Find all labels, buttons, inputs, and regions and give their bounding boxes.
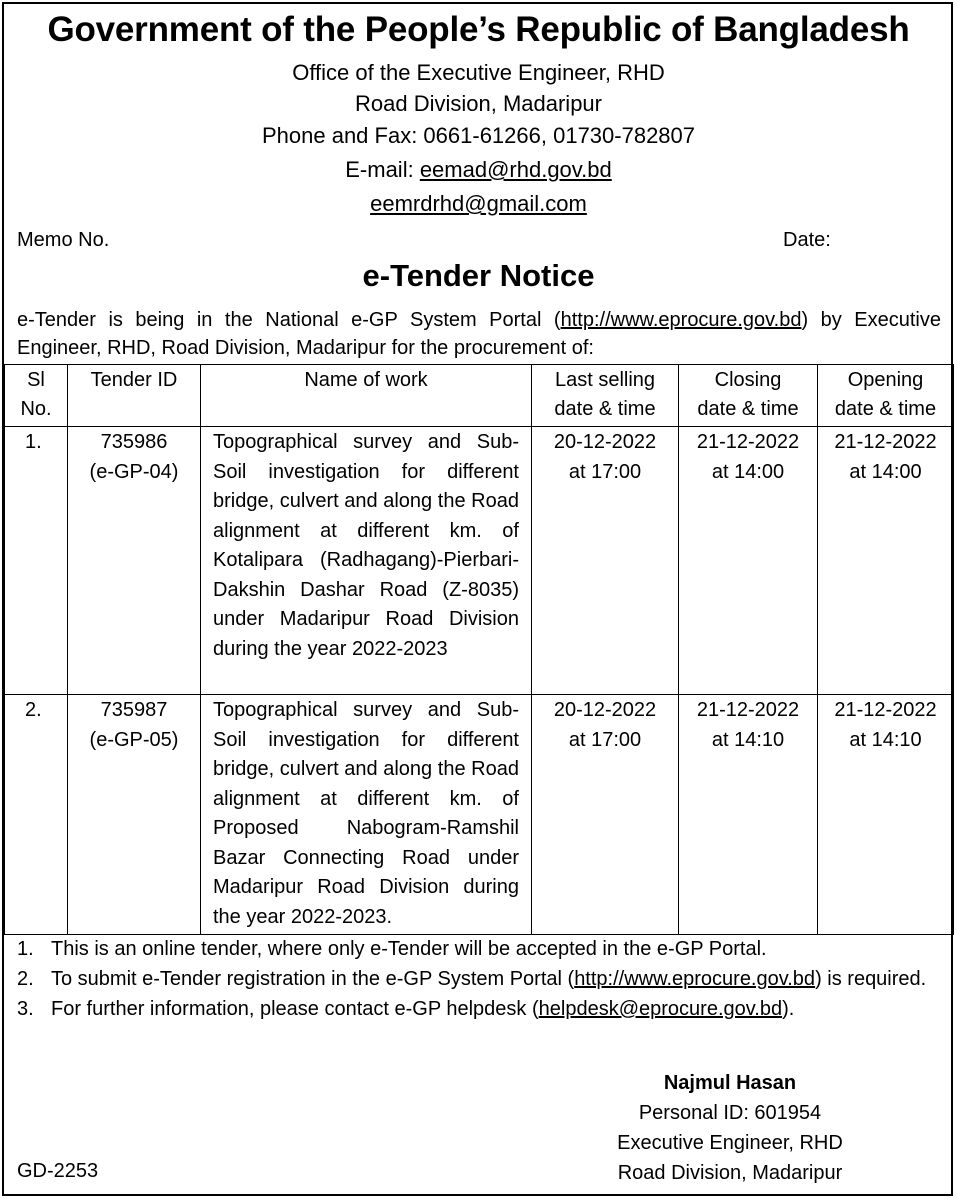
row-tender-id: 735986 (e-GP-04) xyxy=(68,427,201,695)
phone-fax: Phone and Fax: 0661-61266, 01730-782807 xyxy=(261,123,696,148)
eprocure-link-note[interactable]: http://www.eprocure.gov.bd xyxy=(574,968,816,990)
row-work: Topographical survey and Sub-Soil investigation for different bridge, culvert and along the Road alignment at different km. of Proposed Nabogram-Ramshil Bazar Connecting Road under Madaripur Road Division during the year 2022-2023. xyxy=(201,695,532,935)
email-line-2 xyxy=(0,189,957,219)
table-row xyxy=(5,427,954,695)
notice-title: e-Tender Notice xyxy=(362,258,595,293)
division-name: Road Division, Madaripur xyxy=(355,91,602,116)
note-item: 1. This is an online tender, where only e-Tender will be accepted in the e-GP Portal. xyxy=(17,934,943,964)
signatory-designation: Executive Engineer, RHD xyxy=(617,1132,843,1154)
note-item: 3. For further information, please contact e-GP helpdesk (helpdesk@eprocure.gov.bd). xyxy=(17,994,943,1024)
note-number: 1. xyxy=(17,938,34,960)
footer-code: GD-2253 xyxy=(17,1160,99,1182)
email-link-1[interactable]: eemad@rhd.gov.bd xyxy=(419,157,612,182)
intro-paragraph xyxy=(17,306,941,362)
helpdesk-email-link[interactable]: helpdesk@eprocure.gov.bd xyxy=(538,998,783,1020)
signatory-personal-id: Personal ID: 601954 xyxy=(638,1102,822,1124)
row-sl: 2. xyxy=(5,695,68,935)
office-name: Office of the Executive Engineer, RHD xyxy=(292,60,665,85)
header-name-of-work: Name of work xyxy=(201,365,532,427)
email-link-2[interactable]: eemrdrhd@gmail.com xyxy=(370,191,587,216)
row-opening: 21-12-2022 at 14:10 xyxy=(818,695,954,935)
eprocure-link[interactable]: http://www.eprocure.gov.bd xyxy=(560,309,802,331)
signature-block xyxy=(560,1068,900,1188)
row-selling: 20-12-2022 at 17:00 xyxy=(532,427,679,695)
signatory-name: Najmul Hasan xyxy=(663,1072,797,1094)
row-closing: 21-12-2022 at 14:10 xyxy=(679,695,818,935)
note-item: 2. To submit e-Tender registration in the e-GP System Portal (http://www.eprocure.gov.bd) is required. xyxy=(17,964,943,994)
header-opening: Opening date & time xyxy=(818,365,954,427)
email-line xyxy=(0,155,957,185)
header-last-selling: Last selling date & time xyxy=(532,365,679,427)
header-closing: Closing date & time xyxy=(679,365,818,427)
tender-table xyxy=(4,364,954,935)
table-row xyxy=(5,695,954,935)
row-selling: 20-12-2022 at 17:00 xyxy=(532,695,679,935)
note-number: 3. xyxy=(17,998,34,1020)
date-label: Date: xyxy=(783,229,831,251)
intro-text: e-Tender is being in the National e-GP System Portal ( xyxy=(17,309,561,331)
notes-list xyxy=(17,934,943,1024)
header-sl: Sl No. xyxy=(5,365,68,427)
intro-text-end: ) by Executive Engineer, RHD, Road Division, Madaripur for the procurement of: xyxy=(17,309,941,359)
header-tender-id: Tender ID xyxy=(68,365,201,427)
memo-label: Memo No. xyxy=(17,229,110,251)
table-header-row xyxy=(5,365,954,427)
row-sl: 1. xyxy=(5,427,68,695)
email-label: E-mail: xyxy=(345,157,420,182)
row-tender-id: 735987 (e-GP-05) xyxy=(68,695,201,935)
row-closing: 21-12-2022 at 14:00 xyxy=(679,427,818,695)
row-opening: 21-12-2022 at 14:00 xyxy=(818,427,954,695)
government-title: Government of the People’s Republic of Bangladesh xyxy=(47,10,910,49)
note-number: 2. xyxy=(17,968,34,990)
row-work: Topographical survey and Sub-Soil investigation for different bridge, culvert and along the Road alignment at different km. of Kotalipara (Radhagang)-Pierbari-Dakshin Dashar Road (Z-8035) under Madaripur Road Division during the year 2022-2023 xyxy=(201,427,532,695)
signatory-division: Road Division, Madaripur xyxy=(617,1162,843,1184)
